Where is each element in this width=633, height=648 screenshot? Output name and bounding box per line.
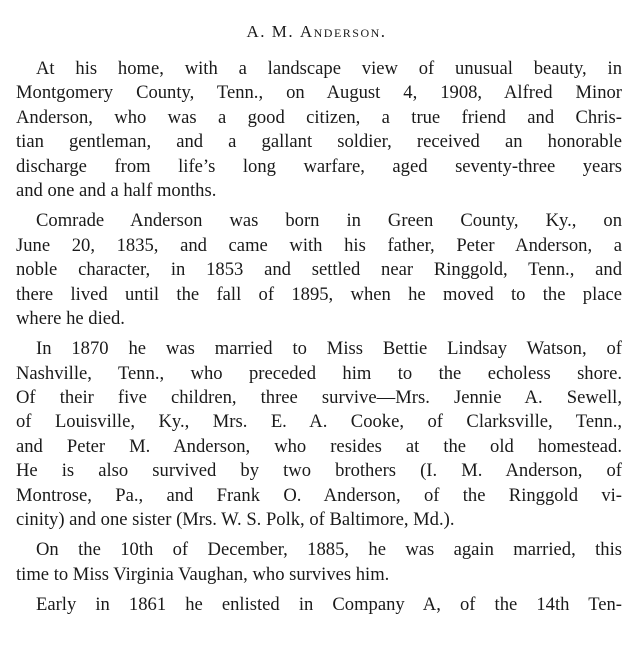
paragraph-death-notice <box>16 57 622 203</box>
text-line: and Peter M. Anderson, who resides at the old homestead. <box>16 435 622 457</box>
paragraph-family <box>16 337 622 532</box>
text-line: cinity) and one sister (Mrs. W. S. Polk, of Baltimore, Md.). <box>16 509 455 531</box>
text-line: tian gentleman, and a gallant soldier, received an honorable <box>16 131 622 153</box>
text-line: June 20, 1835, and came with his father, Peter Anderson, a <box>16 234 622 256</box>
text-line: Of their five children, three survive—Mrs. Jennie A. Sewell, <box>16 387 622 409</box>
text-line: Montgomery County, Tenn., on August 4, 1908, Alfred Minor <box>16 82 622 104</box>
text-line: At his home, with a landscape view of unusual beauty, in <box>36 58 622 79</box>
text-line: In 1870 he was married to Miss Bettie Lindsay Watson, of <box>36 338 622 360</box>
obituary-body <box>16 57 622 624</box>
text-line: of Louisville, Ky., Mrs. E. A. Cooke, of Clarksville, Tenn., <box>16 411 622 433</box>
paragraph-enlistment <box>16 593 622 617</box>
text-line: Anderson, who was a good citizen, a true friend and Chris- <box>16 106 622 128</box>
text-line: Comrade Anderson was born in Green County, Ky., on <box>36 210 622 232</box>
text-line: noble character, in 1853 and settled near Ringgold, Tenn., and <box>16 259 622 281</box>
text-line: On the 10th of December, 1885, he was again married, this <box>36 539 622 561</box>
text-line: He is also survived by two brothers (I. M. Anderson, of <box>16 460 622 482</box>
text-line: Early in 1861 he enlisted in Company A, of the 14th Ten- <box>36 594 622 616</box>
heading-surname: Anderson. <box>299 22 387 41</box>
text-line: Nashville, Tenn., who preceded him to the echoless shore. <box>16 362 622 384</box>
text-line: where he died. <box>16 307 125 329</box>
heading-initials: A. M. <box>246 22 295 41</box>
paragraph-second-marriage <box>16 538 622 587</box>
text-line: there lived until the fall of 1895, when he moved to the place <box>16 283 622 305</box>
obituary-heading <box>0 20 633 44</box>
text-line: and one and a half months. <box>16 179 217 201</box>
paragraph-birth <box>16 209 622 331</box>
text-line: Montrose, Pa., and Frank O. Anderson, of the Ringgold vi- <box>16 484 622 506</box>
text-line: time to Miss Virginia Vaughan, who survives him. <box>16 563 390 585</box>
text-line: discharge from life’s long warfare, aged seventy-three years <box>16 155 622 177</box>
